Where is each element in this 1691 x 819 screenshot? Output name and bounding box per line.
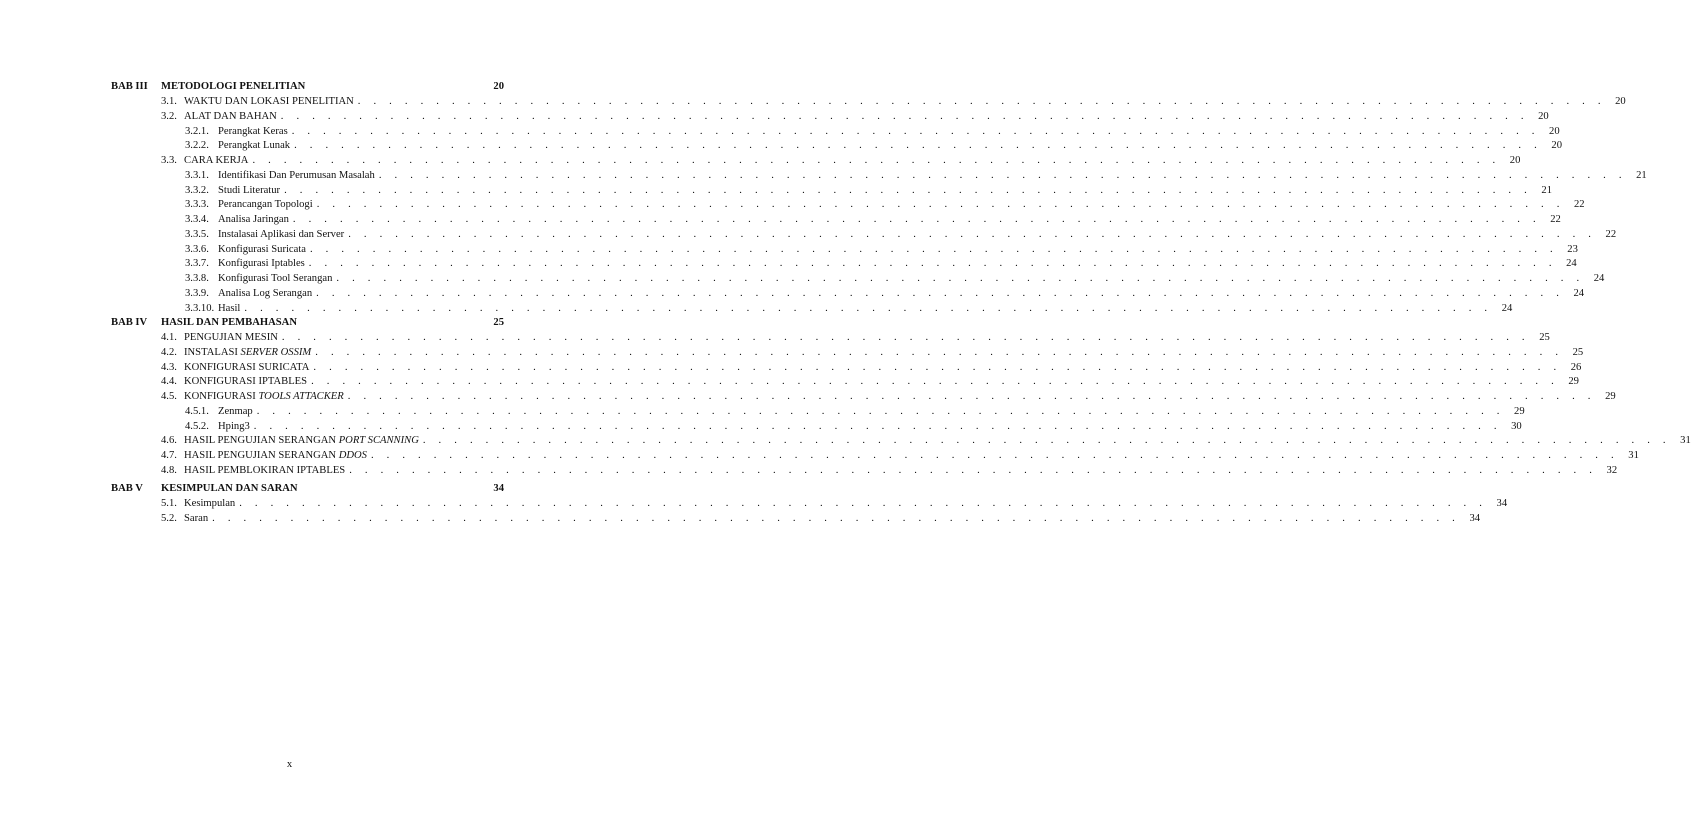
entry-number: 4.8. xyxy=(161,464,177,476)
toc-entry[interactable] xyxy=(185,243,1578,257)
entry-title xyxy=(184,361,313,375)
toc-entry[interactable] xyxy=(185,257,1577,271)
dot-leader: . . . . . . . . . . . . . . . . . . . . . . . . . . . . . . . . . . . . . . . . . . . . . . . . . . . . . . . . . . . . . . . . . . . . . . . . . . . . . . . . xyxy=(308,258,1557,270)
entry-title xyxy=(218,257,309,271)
chapter-title: HASIL DAN PEMBAHASAN xyxy=(161,317,297,328)
entry-page-number: 20 xyxy=(1509,155,1521,166)
entry-page-number: 31 xyxy=(1628,450,1639,461)
entry-number: 3.2. xyxy=(161,110,177,122)
entry-title xyxy=(184,497,239,511)
page-number: x xyxy=(286,759,293,770)
entry-page-number: 24 xyxy=(1593,273,1605,284)
entry-number: 3.3.8. xyxy=(185,273,209,284)
chapter-title-row[interactable] xyxy=(161,80,504,94)
dot-leader: . . . . . . . . . . . . . . . . . . . . . . . . . . . . . . . . . . . . . . . . . . . . . . . . . . . . . . . . . . . . . . . . . . . . . . . . . . . . . . . . xyxy=(294,140,1542,152)
entry-page-number: 22 xyxy=(1605,228,1617,240)
toc-entry[interactable] xyxy=(161,497,1508,511)
entry-title-text: Konfigurasi Suricata xyxy=(218,243,306,255)
chapter-page-number: 20 xyxy=(493,81,504,92)
toc-entry[interactable] xyxy=(161,154,1521,168)
entry-title-text: Analisa Jaringan xyxy=(218,214,289,225)
entry-title xyxy=(184,434,423,448)
toc-entry[interactable] xyxy=(185,405,1525,419)
entry-number: 4.4. xyxy=(161,376,177,388)
dot-leader: . . . . . . . . . . . . . . . . . . . . . . . . . . . . . . . . . . . . . . . . . . . . . . . . . . . . . . . . . . . . . . . . . . . . . . . . . . . . . . . . xyxy=(284,184,1532,196)
toc-entry[interactable] xyxy=(161,375,1579,389)
entry-title-text: Konfigurasi Iptables xyxy=(218,258,305,270)
entry-title xyxy=(184,346,315,360)
entry-number: 4.6. xyxy=(161,435,177,447)
entry-page-number: 29 xyxy=(1605,391,1616,402)
dot-leader: . . . . . . . . . . . . . . . . . . . . . . . . . . . . . . . . . . . . . . . . . . . . . . . . . . . . . . . . . . . . . . . . . . . . . . . . . . . . . . . . xyxy=(422,435,1671,447)
entry-title-text: Perangkat Lunak xyxy=(218,140,291,152)
entry-page-number: 29 xyxy=(1514,405,1525,417)
toc-entry[interactable] xyxy=(161,390,1616,404)
entry-title xyxy=(218,198,317,212)
toc-entry[interactable] xyxy=(185,198,1585,212)
entry-page-number: 20 xyxy=(1549,125,1560,137)
entry-title xyxy=(184,154,252,168)
dot-leader: . . . . . . . . . . . . . . . . . . . . . . . . . . . . . . . . . . . . . . . . . . . . . . . . . . . . . . . . . . . . . . . . . . . . . . . . . . . . . . . . xyxy=(347,391,1596,402)
toc-entry[interactable] xyxy=(185,125,1560,139)
entry-title-text: KONFIGURASI SURICATA xyxy=(184,361,310,373)
entry-title-text: Instalasai Aplikasi dan Server xyxy=(218,228,345,240)
entry-page-number: 24 xyxy=(1573,287,1585,299)
entry-number: 3.3.9. xyxy=(185,287,209,299)
toc-entry[interactable] xyxy=(185,302,1513,316)
toc-entry[interactable] xyxy=(161,331,1550,345)
entry-page-number: 22 xyxy=(1574,199,1585,211)
entry-number: 5.2. xyxy=(161,512,177,524)
entry-title xyxy=(184,95,358,109)
chapter-title-row[interactable] xyxy=(161,316,504,330)
entry-title-text: KONFIGURASI IPTABLES xyxy=(184,376,308,388)
entry-title xyxy=(218,139,294,153)
entry-title-text: Analisa Log Serangan xyxy=(218,287,313,299)
entry-title xyxy=(218,420,254,434)
dot-leader: . . . . . . . . . . . . . . . . . . . . . . . . . . . . . . . . . . . . . . . . . . . . . . . . . . . . . . . . . . . . . . . . . . . . . . . . . . . . . . . . xyxy=(291,125,1540,137)
entry-title xyxy=(218,405,257,419)
entry-title xyxy=(218,302,244,316)
entry-title-text: CARA KERJA xyxy=(184,155,249,166)
entry-title xyxy=(218,243,310,257)
entry-page-number: 24 xyxy=(1566,258,1577,270)
entry-title xyxy=(218,213,293,227)
dot-leader: . . . . . . . . . . . . . . . . . . . . . . . . . . . . . . . . . . . . . . . . . . . . . . . . . . . . . . . . . . . . . . . . . . . . . . . . . . . . . . . . xyxy=(280,110,1529,122)
entry-page-number: 24 xyxy=(1501,302,1513,314)
entry-number: 4.3. xyxy=(161,361,177,373)
entry-title xyxy=(184,449,371,463)
entry-page-number: 31 xyxy=(1680,435,1691,447)
toc-entry[interactable] xyxy=(185,420,1522,434)
entry-title xyxy=(218,272,336,286)
entry-page-number: 34 xyxy=(1469,512,1481,524)
entry-title-text: PENGUJIAN MESIN xyxy=(184,332,278,343)
entry-title-text: Perancangan Topologi xyxy=(218,199,313,211)
toc-entry[interactable] xyxy=(161,434,1691,448)
entry-title-text: Perangkat Keras xyxy=(218,125,288,137)
dot-leader: . . . . . . . . . . . . . . . . . . . . . . . . . . . . . . . . . . . . . . . . . . . . . . . . . . . . . . . . . . . . . . . . . . . . . . . . . . . . . . . . xyxy=(336,273,1585,284)
chapter-number: BAB III xyxy=(111,81,148,92)
entry-title-italic: SERVER OSSIM xyxy=(240,346,312,358)
entry-title-text: ALAT DAN BAHAN xyxy=(184,110,277,122)
entry-title-text: Hasil xyxy=(218,302,241,314)
dot-leader: . . . . . . . . . . . . . . . . . . . . . . . . . . . . . . . . . . . . . . . . . . . . . . . . . . . . . . . . . . . . . . . . . . . . . . . . . . . . . . . . xyxy=(348,228,1597,240)
dot-leader: . . . . . . . . . . . . . . . . . . . . . . . . . . . . . . . . . . . . . . . . . . . . . . . . . . . . . . . . . . . . . . . . . . . . . . . . . . . . . . . . xyxy=(357,96,1606,107)
entry-title xyxy=(184,512,212,526)
entry-title xyxy=(218,169,379,183)
entry-number: 3.3.6. xyxy=(185,243,209,255)
dot-leader: . . . . . . . . . . . . . . . . . . . . . . . . . . . . . . . . . . . . . . . . . . . . . . . . . . . . . . . . . . . . . . . . . . . . . . . . . . . . . . . . xyxy=(316,199,1565,211)
toc-entry[interactable] xyxy=(161,95,1626,109)
entry-page-number: 22 xyxy=(1550,214,1561,225)
dot-leader: . . . . . . . . . . . . . . . . . . . . . . . . . . . . . . . . . . . . . . . . . . . . . . . . . . . . . . . . . . . . . . . . . . . . . . . . . . . . . . . . xyxy=(349,464,1598,476)
toc-entry[interactable] xyxy=(185,272,1605,286)
entry-number: 5.1. xyxy=(161,498,177,509)
entry-page-number: 20 xyxy=(1538,110,1549,122)
entry-title-text: Zenmap xyxy=(218,405,253,417)
entry-title-text: INSTALASI xyxy=(184,346,241,358)
toc-entry[interactable] xyxy=(185,184,1552,198)
entry-page-number: 29 xyxy=(1568,376,1579,388)
dot-leader: . . . . . . . . . . . . . . . . . . . . . . . . . . . . . . . . . . . . . . . . . . . . . . . . . . . . . . . . . . . . . . . . . . . . . . . . . . . . . . . . xyxy=(212,512,1461,524)
dot-leader: . . . . . . . . . . . . . . . . . . . . . . . . . . . . . . . . . . . . . . . . . . . . . . . . . . . . . . . . . . . . . . . . . . . . . . . . . . . . . . . . xyxy=(252,155,1501,166)
entry-number: 3.3.5. xyxy=(185,228,209,240)
entry-page-number: 25 xyxy=(1572,346,1584,358)
dot-leader: . . . . . . . . . . . . . . . . . . . . . . . . . . . . . . . . . . . . . . . . . . . . . . . . . . . . . . . . . . . . . . . . . . . . . . . . . . . . . . . . xyxy=(239,498,1488,509)
chapter-title: KESIMPULAN DAN SARAN xyxy=(161,483,298,494)
toc-entry[interactable] xyxy=(161,449,1639,463)
toc-entry[interactable] xyxy=(185,169,1647,183)
toc-entry[interactable] xyxy=(185,228,1617,242)
entry-number: 3.3.3. xyxy=(185,199,209,211)
entry-page-number: 20 xyxy=(1551,140,1562,152)
entry-title-text: WAKTU DAN LOKASI PENELITIAN xyxy=(184,96,354,107)
dot-leader: . . . . . . . . . . . . . . . . . . . . . . . . . . . . . . . . . . . . . . . . . . . . . . . . . . . . . . . . . . . . . . . . . . . . . . . . . . . . . . . . xyxy=(378,169,1627,181)
entry-number: 4.7. xyxy=(161,450,177,461)
toc-entry[interactable] xyxy=(185,139,1562,153)
chapter-page-number: 34 xyxy=(493,483,504,494)
toc-entry[interactable] xyxy=(161,110,1549,124)
entry-title xyxy=(184,390,348,404)
chapter-page-number: 25 xyxy=(493,317,504,328)
entry-number: 3.3.2. xyxy=(185,184,209,196)
entry-number: 4.2. xyxy=(161,346,177,358)
dot-leader: . . . . . . . . . . . . . . . . . . . . . . . . . . . . . . . . . . . . . . . . . . . . . . . . . . . . . . . . . . . . . . . . . . . . . . . . . . . . . . . . xyxy=(253,420,1502,432)
chapter-number: BAB IV xyxy=(111,317,148,328)
chapter-title-row[interactable] xyxy=(161,482,504,496)
toc-entry[interactable] xyxy=(185,287,1585,301)
entry-page-number: 26 xyxy=(1570,361,1582,373)
dot-leader: . . . . . . . . . . . . . . . . . . . . . . . . . . . . . . . . . . . . . . . . . . . . . . . . . . . . . . . . . . . . . . . . . . . . . . . . . . . . . . . . xyxy=(256,405,1505,417)
entry-number: 3.2.2. xyxy=(185,140,209,152)
entry-page-number: 34 xyxy=(1496,498,1508,509)
entry-number: 3.3. xyxy=(161,155,177,166)
entry-title xyxy=(218,287,316,301)
entry-title-italic: TOOLS ATTACKER xyxy=(258,391,344,402)
dot-leader: . . . . . . . . . . . . . . . . . . . . . . . . . . . . . . . . . . . . . . . . . . . . . . . . . . . . . . . . . . . . . . . . . . . . . . . . . . . . . . . . xyxy=(309,243,1558,255)
dot-leader: . . . . . . . . . . . . . . . . . . . . . . . . . . . . . . . . . . . . . . . . . . . . . . . . . . . . . . . . . . . . . . . . . . . . . . . . . . . . . . . . xyxy=(244,302,1493,314)
entry-title-text: HASIL PENGUJIAN SERANGAN xyxy=(184,450,339,461)
entry-title xyxy=(218,125,292,139)
entry-title-text: HASIL PENGUJIAN SERANGAN xyxy=(184,435,339,447)
entry-number: 3.3.7. xyxy=(185,258,209,270)
entry-title xyxy=(184,375,311,389)
entry-number: 4.5.1. xyxy=(185,405,209,417)
toc-entry[interactable] xyxy=(185,213,1561,227)
entry-number: 3.3.4. xyxy=(185,214,209,225)
dot-leader: . . . . . . . . . . . . . . . . . . . . . . . . . . . . . . . . . . . . . . . . . . . . . . . . . . . . . . . . . . . . . . . . . . . . . . . . . . . . . . . . xyxy=(316,287,1565,299)
entry-title-text: Kesimpulan xyxy=(184,498,236,509)
dot-leader: . . . . . . . . . . . . . . . . . . . . . . . . . . . . . . . . . . . . . . . . . . . . . . . . . . . . . . . . . . . . . . . . . . . . . . . . . . . . . . . . xyxy=(292,214,1541,225)
dot-leader: . . . . . . . . . . . . . . . . . . . . . . . . . . . . . . . . . . . . . . . . . . . . . . . . . . . . . . . . . . . . . . . . . . . . . . . . . . . . . . . . xyxy=(313,361,1562,373)
chapter-number: BAB V xyxy=(111,483,143,494)
entry-title xyxy=(184,110,281,124)
entry-title-text: Studi Literatur xyxy=(218,184,281,196)
entry-title xyxy=(218,184,284,198)
entry-title-italic: DDOS xyxy=(338,450,367,461)
chapter-title: METODOLOGI PENELITIAN xyxy=(161,81,306,92)
entry-page-number: 21 xyxy=(1541,184,1552,196)
entry-number: 4.5. xyxy=(161,391,177,402)
entry-title-text: Identifikasi Dan Perumusan Masalah xyxy=(218,169,375,181)
entry-title xyxy=(184,331,282,345)
entry-title-text: KONFIGURASI xyxy=(184,391,259,402)
entry-page-number: 23 xyxy=(1567,243,1578,255)
entry-title-text: Saran xyxy=(184,512,209,524)
entry-page-number: 25 xyxy=(1539,332,1550,343)
entry-page-number: 20 xyxy=(1615,96,1626,107)
toc-entry[interactable] xyxy=(161,361,1582,375)
entry-title-text: Hping3 xyxy=(218,420,250,432)
entry-title xyxy=(218,228,348,242)
entry-page-number: 21 xyxy=(1636,169,1647,181)
entry-title-italic: PORT SCANNING xyxy=(338,435,419,447)
dot-leader: . . . . . . . . . . . . . . . . . . . . . . . . . . . . . . . . . . . . . . . . . . . . . . . . . . . . . . . . . . . . . . . . . . . . . . . . . . . . . . . . xyxy=(370,450,1619,461)
entry-page-number: 30 xyxy=(1511,420,1522,432)
toc-entry[interactable] xyxy=(161,464,1618,478)
entry-number: 3.2.1. xyxy=(185,125,209,137)
dot-leader: . . . . . . . . . . . . . . . . . . . . . . . . . . . . . . . . . . . . . . . . . . . . . . . . . . . . . . . . . . . . . . . . . . . . . . . . . . . . . . . . xyxy=(315,346,1564,358)
dot-leader: . . . . . . . . . . . . . . . . . . . . . . . . . . . . . . . . . . . . . . . . . . . . . . . . . . . . . . . . . . . . . . . . . . . . . . . . . . . . . . . . xyxy=(281,332,1530,343)
entry-title xyxy=(184,464,349,478)
toc-entry[interactable] xyxy=(161,346,1584,360)
entry-number: 4.1. xyxy=(161,332,177,343)
entry-page-number: 32 xyxy=(1606,464,1618,476)
entry-number: 3.1. xyxy=(161,96,177,107)
entry-number: 3.3.10. xyxy=(185,302,215,314)
entry-title-text: Konfigurasi Tool Serangan xyxy=(218,273,333,284)
toc-entry[interactable] xyxy=(161,512,1481,526)
entry-title-text: HASIL PEMBLOKIRAN IPTABLES xyxy=(184,464,346,476)
entry-number: 4.5.2. xyxy=(185,420,209,432)
dot-leader: . . . . . . . . . . . . . . . . . . . . . . . . . . . . . . . . . . . . . . . . . . . . . . . . . . . . . . . . . . . . . . . . . . . . . . . . . . . . . . . . xyxy=(311,376,1559,388)
entry-number: 3.3.1. xyxy=(185,169,209,181)
